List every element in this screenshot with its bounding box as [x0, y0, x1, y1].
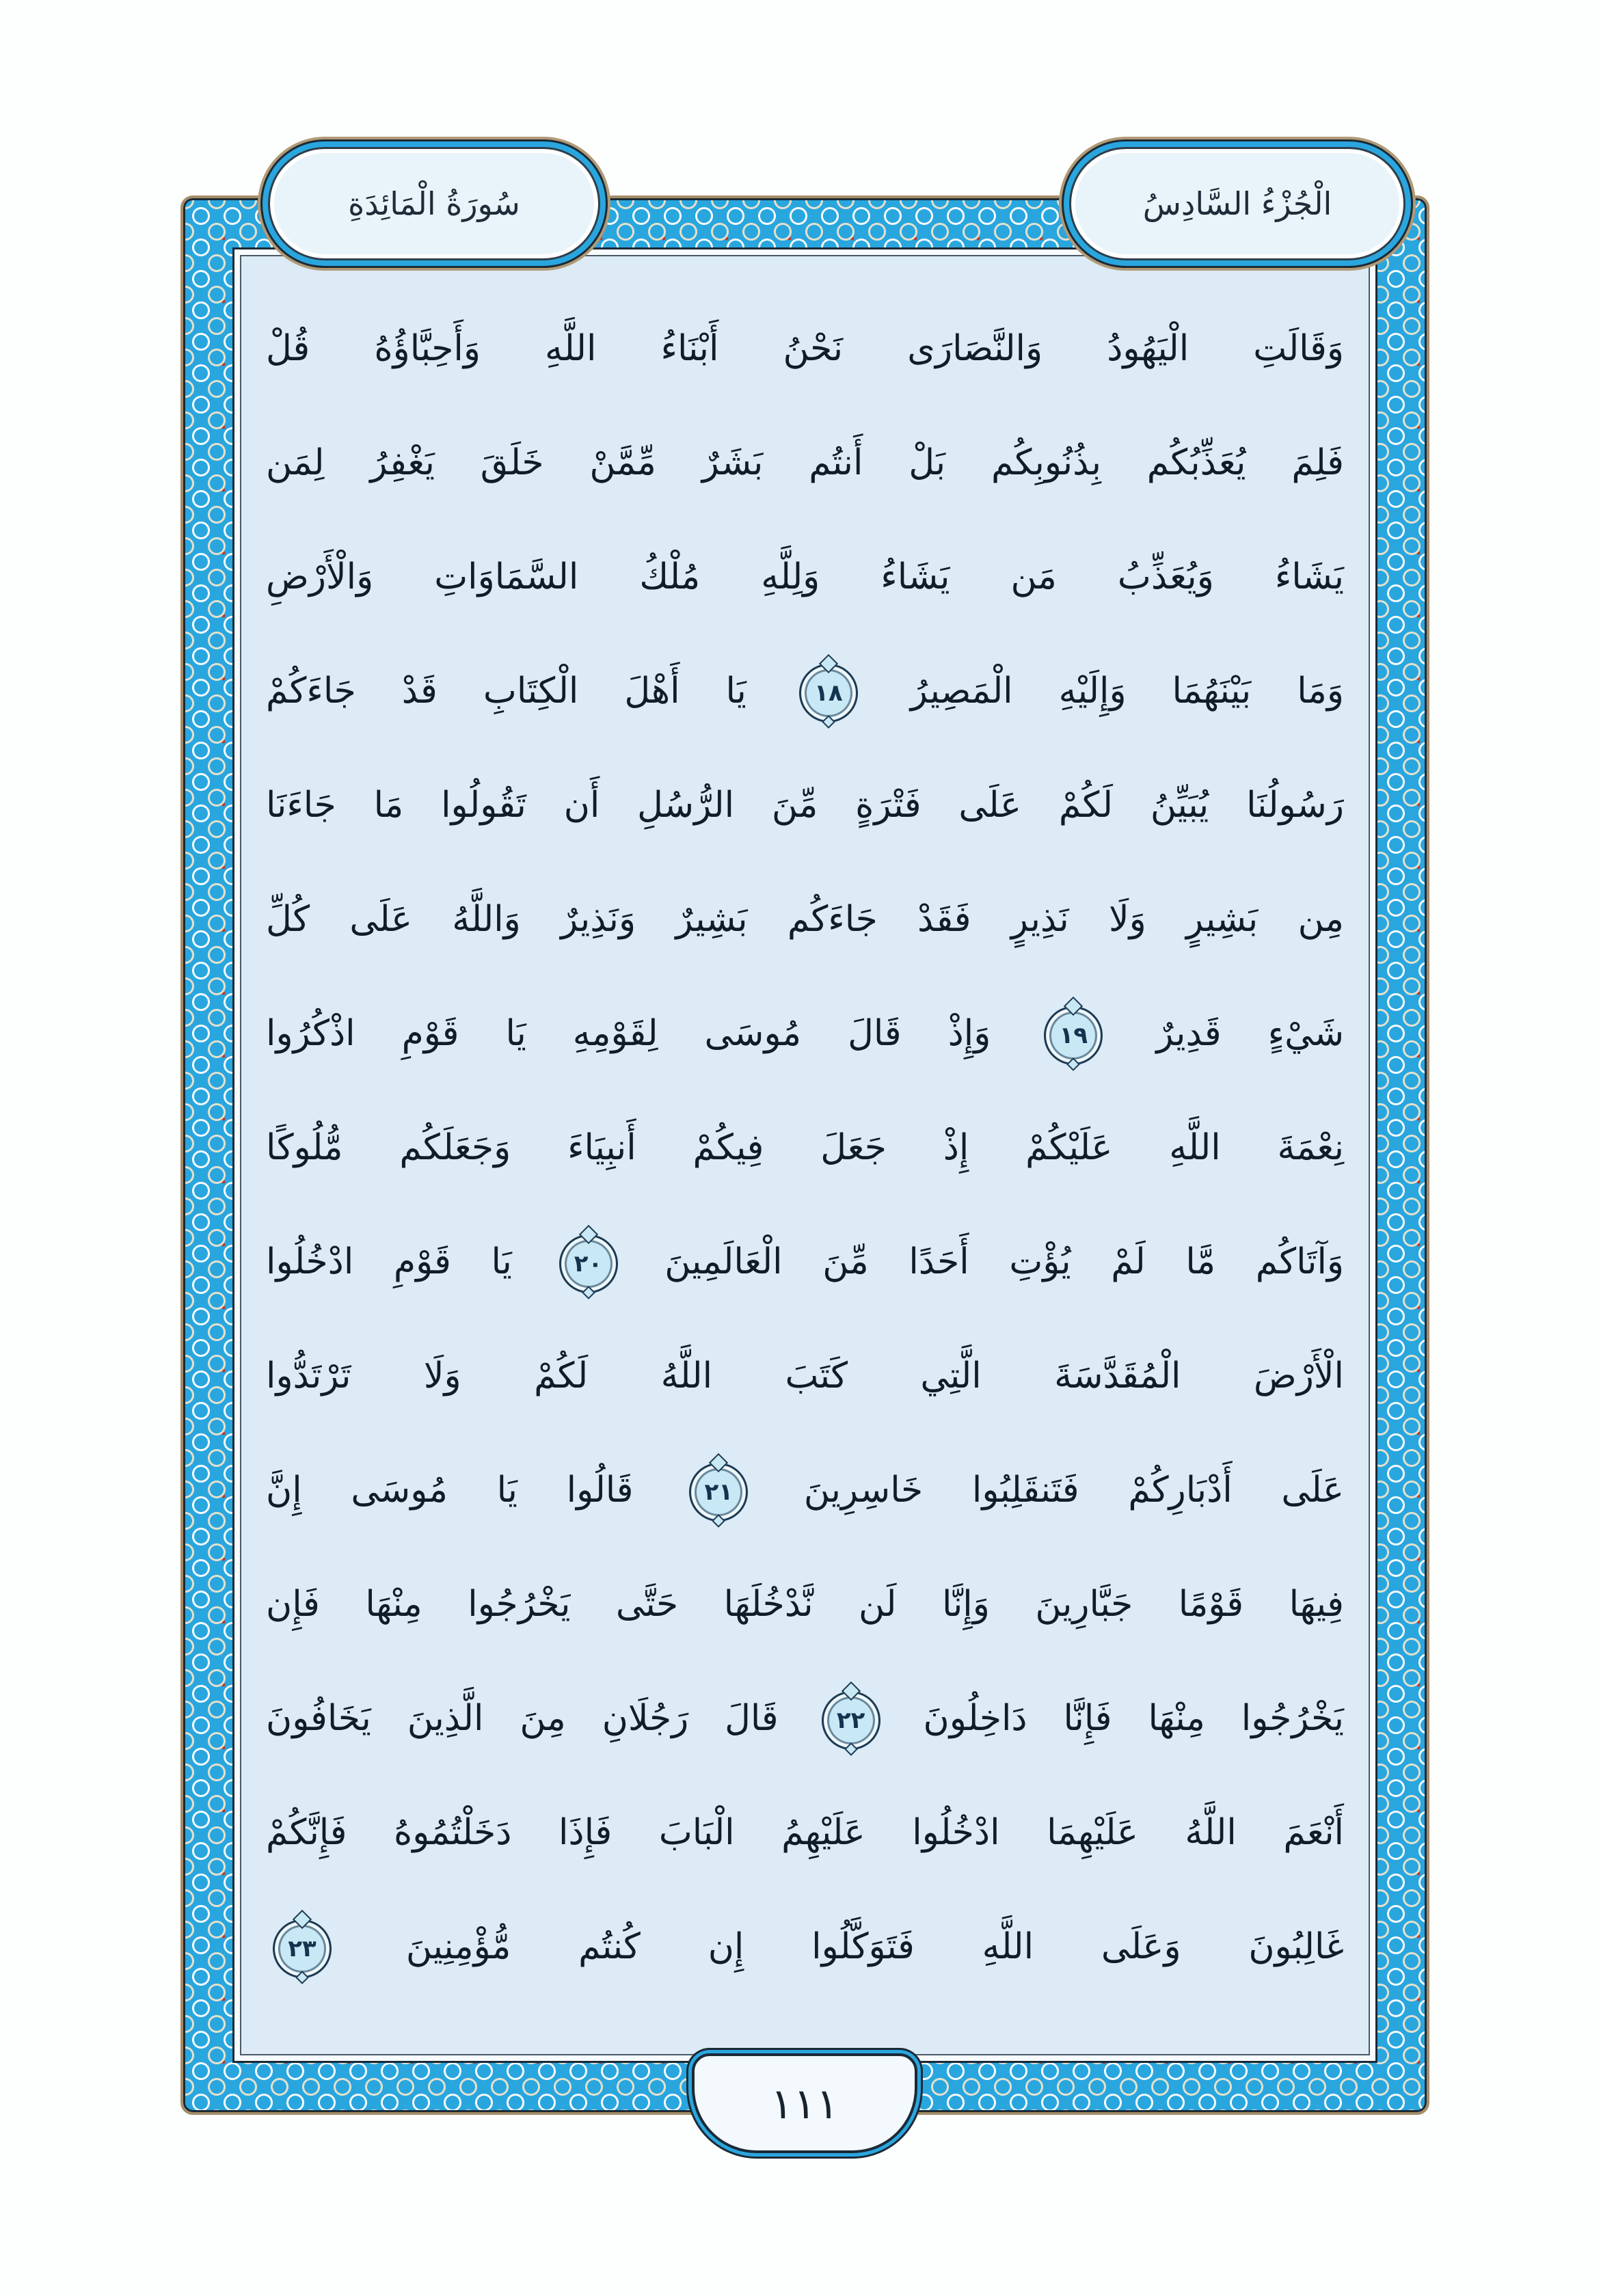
verse-20-medallion — [559, 1234, 618, 1293]
verse-23-medallion — [273, 1919, 332, 1978]
verse-number: ٢٢ — [836, 1707, 865, 1734]
quran-line-5 — [266, 748, 1344, 863]
quran-line-3 — [266, 520, 1344, 634]
juz-title-cartouche — [1069, 147, 1405, 260]
ayah-text: أَنْعَمَ اللَّهُ عَلَيْهِمَا ادْخُلُوا عَلَيْهِمُ الْبَابَ فَإِذَا دَخَلْتُمُوهُ فَإِنَّكُمْ — [266, 1812, 1344, 1853]
quran-line-10 — [266, 1319, 1344, 1433]
ayah-text: شَيْءٍ قَدِيرٌ — [1156, 1013, 1345, 1054]
ornamental-border — [183, 198, 1427, 2112]
verse-number: ١٨ — [814, 679, 843, 707]
quran-line-9 — [266, 1205, 1344, 1319]
ayah-text: نِعْمَةَ اللَّهِ عَلَيْكُمْ إِذْ جَعَلَ فِيكُمْ أَنبِيَاءَ وَجَعَلَكُم مُّلُوكًا — [266, 1127, 1344, 1168]
ayah-text: عَلَى أَدْبَارِكُمْ فَتَنقَلِبُوا خَاسِرِينَ — [803, 1470, 1344, 1511]
ayah-text: غَالِبُونَ وَعَلَى اللَّهِ فَتَوَكَّلُوا إِن كُنتُم مُّؤْمِنِينَ — [405, 1926, 1344, 1967]
quran-line-7 — [266, 977, 1344, 1091]
surah-title: سُورَةُ الْمَائِدَةِ — [348, 185, 520, 222]
verse-number: ٢١ — [704, 1478, 733, 1506]
ayah-text: رَسُولُنَا يُبَيِّنُ لَكُمْ عَلَى فَتْرَةٍ مِّنَ الرُّسُلِ أَن تَقُولُوا مَا جَاءَنَا — [266, 785, 1344, 826]
ayah-text: يَخْرُجُوا مِنْهَا فَإِنَّا دَاخِلُونَ — [923, 1698, 1344, 1739]
quran-line-12 — [266, 1548, 1344, 1662]
ayah-text: مِن بَشِيرٍ وَلَا نَذِيرٍ فَقَدْ جَاءَكُم بَشِيرٌ وَنَذِيرٌ وَاللَّهُ عَلَى كُلِّ — [266, 899, 1344, 940]
juz-title: الْجُزْءُ السَّادِسُ — [1142, 185, 1332, 222]
quran-line-6 — [266, 863, 1344, 977]
verse-number: ١٩ — [1059, 1022, 1088, 1049]
verse-22-medallion — [822, 1691, 880, 1750]
verse-18-medallion — [799, 664, 858, 722]
quran-line-4 — [266, 634, 1344, 748]
verse-number: ٢٠ — [574, 1250, 603, 1278]
verse-21-medallion — [689, 1463, 748, 1522]
inner-margin — [232, 247, 1377, 2063]
page-number-cartouche — [692, 2053, 917, 2153]
verse-number: ٢٣ — [288, 1935, 317, 1962]
quran-text-area — [240, 255, 1370, 2055]
quran-line-11 — [266, 1433, 1344, 1548]
ayah-text: وَمَا بَيْنَهُمَا وَإِلَيْهِ الْمَصِيرُ — [910, 671, 1345, 712]
quran-line-13 — [266, 1662, 1344, 1776]
ayah-text: وَقَالَتِ الْيَهُودُ وَالنَّصَارَى نَحْنُ أَبْنَاءُ اللَّهِ وَأَحِبَّاؤُهُ قُلْ — [266, 328, 1344, 369]
ayah-text: فِيهَا قَوْمًا جَبَّارِينَ وَإِنَّا لَن نَّدْخُلَهَا حَتَّى يَخْرُجُوا مِنْهَا فَإِن — [266, 1584, 1344, 1625]
surah-title-cartouche — [268, 147, 600, 260]
verse-19-medallion — [1044, 1006, 1103, 1065]
page-number: ١١١ — [770, 2078, 839, 2129]
ayah-text: فَلِمَ يُعَذِّبُكُم بِذُنُوبِكُم بَلْ أَنتُم بَشَرٌ مِّمَّنْ خَلَقَ يَغْفِرُ لِمَن — [266, 442, 1344, 483]
quran-line-2 — [266, 406, 1344, 520]
ayah-text: يَشَاءُ وَيُعَذِّبُ مَن يَشَاءُ وَلِلَّهِ مُلْكُ السَّمَاوَاتِ وَالْأَرْضِ — [266, 556, 1344, 597]
ayah-text: يَا أَهْلَ الْكِتَابِ قَدْ جَاءَكُمْ — [266, 671, 746, 712]
ayah-text: قَالَ رَجُلَانِ مِنَ الَّذِينَ يَخَافُونَ — [266, 1698, 779, 1739]
ayah-text: وَإِذْ قَالَ مُوسَى لِقَوْمِهِ يَا قَوْمِ اذْكُرُوا — [266, 1013, 991, 1054]
quran-line-15 — [266, 1890, 1344, 2004]
ayah-text: يَا قَوْمِ ادْخُلُوا — [266, 1241, 512, 1282]
quran-line-8 — [266, 1091, 1344, 1205]
ayah-text: وَآتَاكُم مَّا لَمْ يُؤْتِ أَحَدًا مِّنَ الْعَالَمِينَ — [664, 1241, 1345, 1282]
quran-line-1 — [266, 292, 1344, 406]
ayah-text: الْأَرْضَ الْمُقَدَّسَةَ الَّتِي كَتَبَ اللَّهُ لَكُمْ وَلَا تَرْتَدُّوا — [266, 1355, 1344, 1396]
quran-line-14 — [266, 1776, 1344, 1890]
ayah-text: قَالُوا يَا مُوسَى إِنَّ — [266, 1470, 634, 1511]
